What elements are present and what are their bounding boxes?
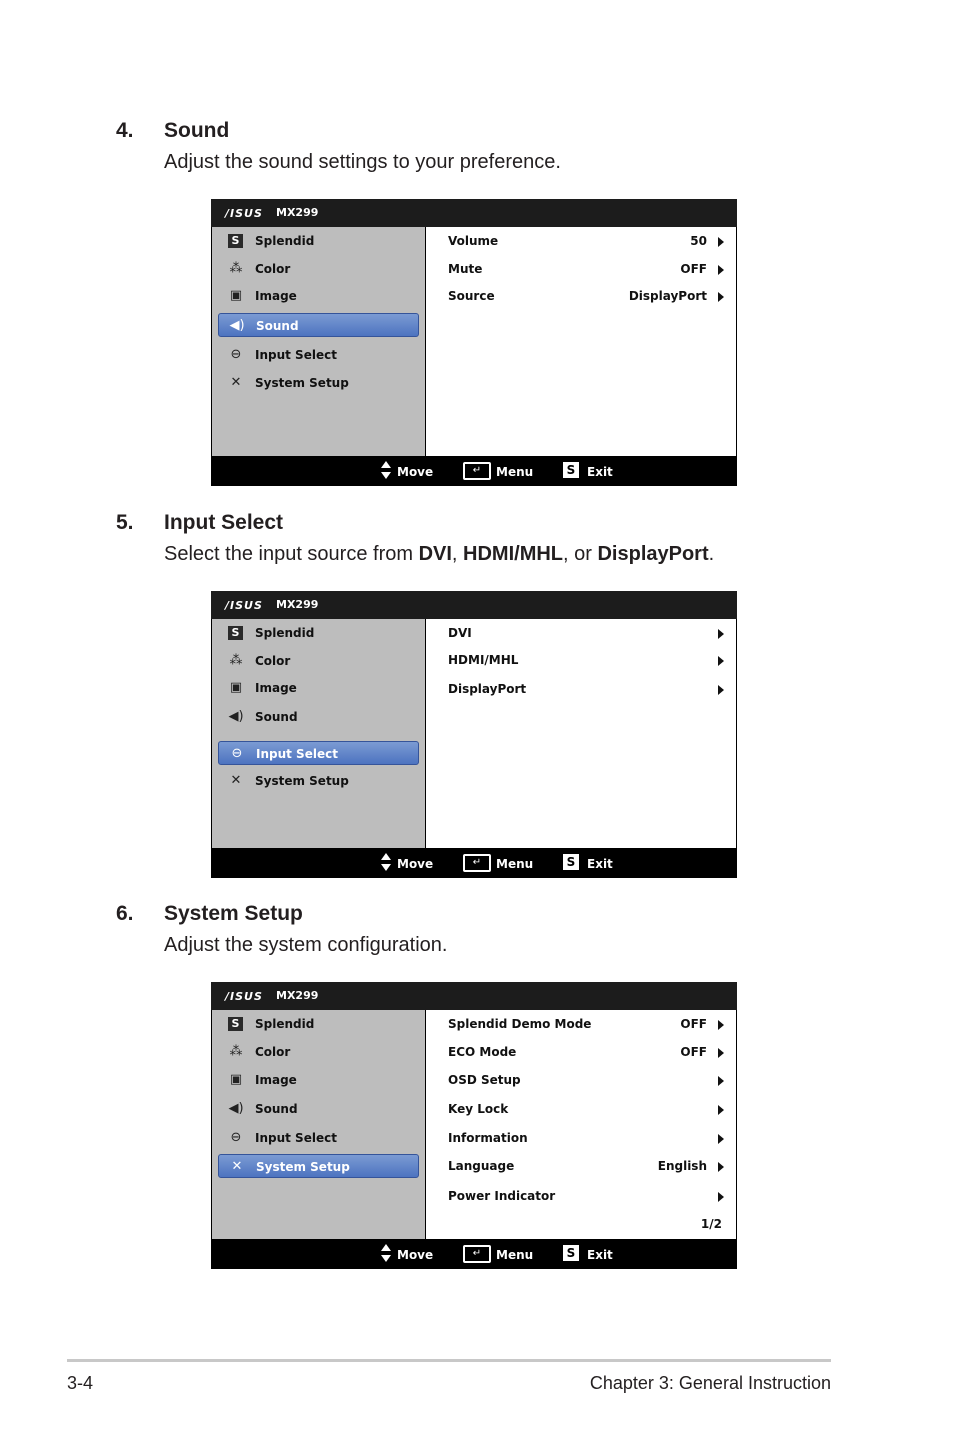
s-icon: S (228, 234, 243, 248)
page-number: 3-4 (67, 1373, 94, 1393)
menu-item-input-select[interactable] (218, 343, 419, 367)
arrow-right-icon (718, 629, 724, 639)
arrow-right-icon (718, 656, 724, 666)
section-number: 6. (116, 902, 134, 925)
osd-screen-system-setup (211, 982, 737, 1269)
option-information[interactable] (448, 1131, 724, 1149)
speaker-icon: ◀) (228, 1101, 244, 1116)
arrow-right-icon (718, 1162, 724, 1172)
menu-item-image[interactable] (218, 1068, 419, 1092)
option-eco-mode[interactable] (448, 1045, 724, 1063)
menu-label: Menu (496, 1248, 534, 1262)
menu-label: Sound (255, 710, 298, 724)
chapter-title: Chapter 3: General Instruction (589, 1373, 831, 1393)
exit-label: Exit (587, 857, 613, 871)
option-value: OFF (680, 1017, 707, 1031)
option-hdmi-mhl[interactable] (448, 653, 724, 671)
osd-menu (212, 619, 425, 848)
option-label: Information (448, 1131, 528, 1145)
menu-item-color[interactable] (218, 649, 419, 673)
menu-label: Splendid (255, 626, 315, 640)
exit-icon: S (563, 854, 579, 870)
menu-item-color[interactable] (218, 1040, 419, 1064)
menu-label: Image (255, 1073, 297, 1087)
move-icon (381, 853, 391, 873)
menu-label: System Setup (256, 1160, 350, 1174)
option-value: DisplayPort (628, 289, 707, 303)
menu-label: Image (255, 681, 297, 695)
section-description (164, 543, 714, 566)
desc-text: . (708, 543, 715, 565)
asus-logo: /ISUS (225, 990, 263, 1003)
menu-label: Image (255, 289, 297, 303)
desc-text: , or (563, 543, 598, 565)
osd-options (426, 619, 736, 848)
option-language[interactable] (448, 1159, 724, 1177)
menu-label: Sound (256, 319, 299, 333)
menu-label: Menu (496, 857, 534, 871)
osd-header (211, 982, 737, 1010)
option-value: OFF (680, 1045, 707, 1059)
footer-divider (67, 1359, 831, 1362)
option-osd-setup[interactable] (448, 1073, 724, 1091)
menu-item-splendid[interactable] (218, 621, 419, 645)
menu-item-system-setup[interactable] (218, 371, 419, 395)
menu-item-system-setup[interactable] (218, 769, 419, 793)
arrow-right-icon (718, 1105, 724, 1115)
section-description: Adjust the sound settings to your preference. (164, 151, 561, 173)
osd-menu (212, 227, 425, 456)
option-value: OFF (680, 262, 707, 276)
osd-screen-input-select (211, 591, 737, 878)
s-icon: S (228, 1017, 243, 1031)
move-icon (381, 1244, 391, 1264)
option-label: Source (448, 289, 495, 303)
menu-label: Input Select (255, 1131, 337, 1145)
speaker-icon: ◀) (229, 318, 245, 333)
option-label: Power Indicator (448, 1189, 556, 1203)
menu-label: Input Select (255, 348, 337, 362)
model-name: MX299 (276, 989, 319, 1002)
arrow-right-icon (718, 1192, 724, 1202)
menu-label: Color (255, 262, 291, 276)
option-label: Splendid Demo Mode (448, 1017, 592, 1031)
arrow-right-icon (718, 685, 724, 695)
model-name: MX299 (276, 598, 319, 611)
desc-bold: DisplayPort (597, 543, 709, 565)
move-label: Move (397, 1248, 434, 1262)
section-number: 4. (116, 119, 134, 142)
menu-label: Menu (496, 465, 534, 479)
arrow-right-icon (718, 1048, 724, 1058)
arrow-right-icon (718, 292, 724, 302)
section-description: Adjust the system configuration. (164, 934, 448, 956)
option-label: Volume (448, 234, 499, 248)
menu-label: System Setup (255, 774, 349, 788)
exit-icon: S (563, 1245, 579, 1261)
option-splendid-demo-mode[interactable] (448, 1017, 724, 1035)
osd-header (211, 199, 737, 227)
osd-header (211, 591, 737, 619)
arrow-right-icon (718, 1020, 724, 1030)
menu-label: Sound (255, 1102, 298, 1116)
move-label: Move (397, 857, 434, 871)
speaker-icon: ◀) (228, 709, 244, 724)
desc-text: Select the input source from (164, 543, 419, 565)
option-label: Key Lock (448, 1102, 509, 1116)
menu-label: Color (255, 1045, 291, 1059)
page-indicator: 1/2 (700, 1217, 722, 1231)
osd-screen-sound (211, 199, 737, 486)
menu-item-image[interactable] (218, 676, 419, 700)
section-title: Sound (164, 119, 230, 142)
option-volume[interactable] (448, 234, 724, 252)
menu-item-splendid[interactable] (218, 1012, 419, 1036)
option-power-indicator[interactable] (448, 1189, 724, 1207)
menu-item-sound[interactable] (218, 1097, 419, 1121)
menu-label: System Setup (255, 376, 349, 390)
image-icon: ▣ (229, 1072, 243, 1087)
osd-footer (211, 456, 737, 486)
option-label: ECO Mode (448, 1045, 517, 1059)
menu-item-splendid[interactable] (218, 229, 419, 253)
menu-item-sound[interactable] (218, 705, 419, 729)
desc-bold: HDMI/MHL (463, 543, 564, 565)
menu-label: Splendid (255, 1017, 315, 1031)
menu-item-sound[interactable] (218, 313, 419, 337)
menu-item-input-select[interactable] (218, 1126, 419, 1150)
option-label: Language (448, 1159, 515, 1173)
tools-icon: ✕ (231, 1159, 243, 1174)
desc-bold: DVI (418, 543, 452, 565)
osd-options (426, 1010, 736, 1239)
option-label: DisplayPort (448, 682, 527, 696)
asus-logo: /ISUS (225, 599, 263, 612)
menu-icon: ↵ (463, 462, 491, 480)
option-dvi[interactable] (448, 626, 724, 644)
move-icon (381, 461, 391, 481)
input-icon: ⊖ (230, 347, 242, 362)
osd-footer (211, 1239, 737, 1269)
option-source[interactable] (448, 289, 724, 307)
arrow-right-icon (718, 265, 724, 275)
color-icon: ⁂ (229, 1044, 243, 1059)
option-displayport[interactable] (448, 682, 724, 700)
option-key-lock[interactable] (448, 1102, 724, 1120)
menu-icon: ↵ (463, 854, 491, 872)
option-value: English (657, 1159, 707, 1173)
exit-label: Exit (587, 465, 613, 479)
option-label: Mute (448, 262, 483, 276)
option-value: 50 (690, 234, 707, 248)
section-title: Input Select (164, 511, 284, 534)
menu-item-color[interactable] (218, 257, 419, 281)
s-icon: S (228, 626, 243, 640)
option-label: HDMI/MHL (448, 653, 519, 667)
menu-label: Input Select (256, 747, 338, 761)
color-icon: ⁂ (229, 653, 243, 668)
osd-footer (211, 848, 737, 878)
menu-item-input-select[interactable] (218, 741, 419, 765)
exit-icon: S (563, 462, 579, 478)
menu-label: Color (255, 654, 291, 668)
menu-item-system-setup[interactable] (218, 1154, 419, 1178)
image-icon: ▣ (229, 288, 243, 303)
model-name: MX299 (276, 206, 319, 219)
move-label: Move (397, 465, 434, 479)
option-mute[interactable] (448, 262, 724, 280)
tools-icon: ✕ (230, 773, 242, 788)
menu-item-image[interactable] (218, 284, 419, 308)
menu-icon: ↵ (463, 1245, 491, 1263)
osd-menu (212, 1010, 425, 1239)
section-number: 5. (116, 511, 134, 534)
arrow-right-icon (718, 1134, 724, 1144)
tools-icon: ✕ (230, 375, 242, 390)
section-title: System Setup (164, 902, 303, 925)
desc-text: , (451, 543, 464, 565)
image-icon: ▣ (229, 680, 243, 695)
osd-options (426, 227, 736, 456)
input-icon: ⊖ (230, 1130, 242, 1145)
arrow-right-icon (718, 237, 724, 247)
asus-logo: /ISUS (225, 207, 263, 220)
option-label: OSD Setup (448, 1073, 521, 1087)
option-label: DVI (448, 626, 472, 640)
arrow-right-icon (718, 1076, 724, 1086)
input-icon: ⊖ (231, 746, 243, 761)
exit-label: Exit (587, 1248, 613, 1262)
menu-label: Splendid (255, 234, 315, 248)
color-icon: ⁂ (229, 261, 243, 276)
